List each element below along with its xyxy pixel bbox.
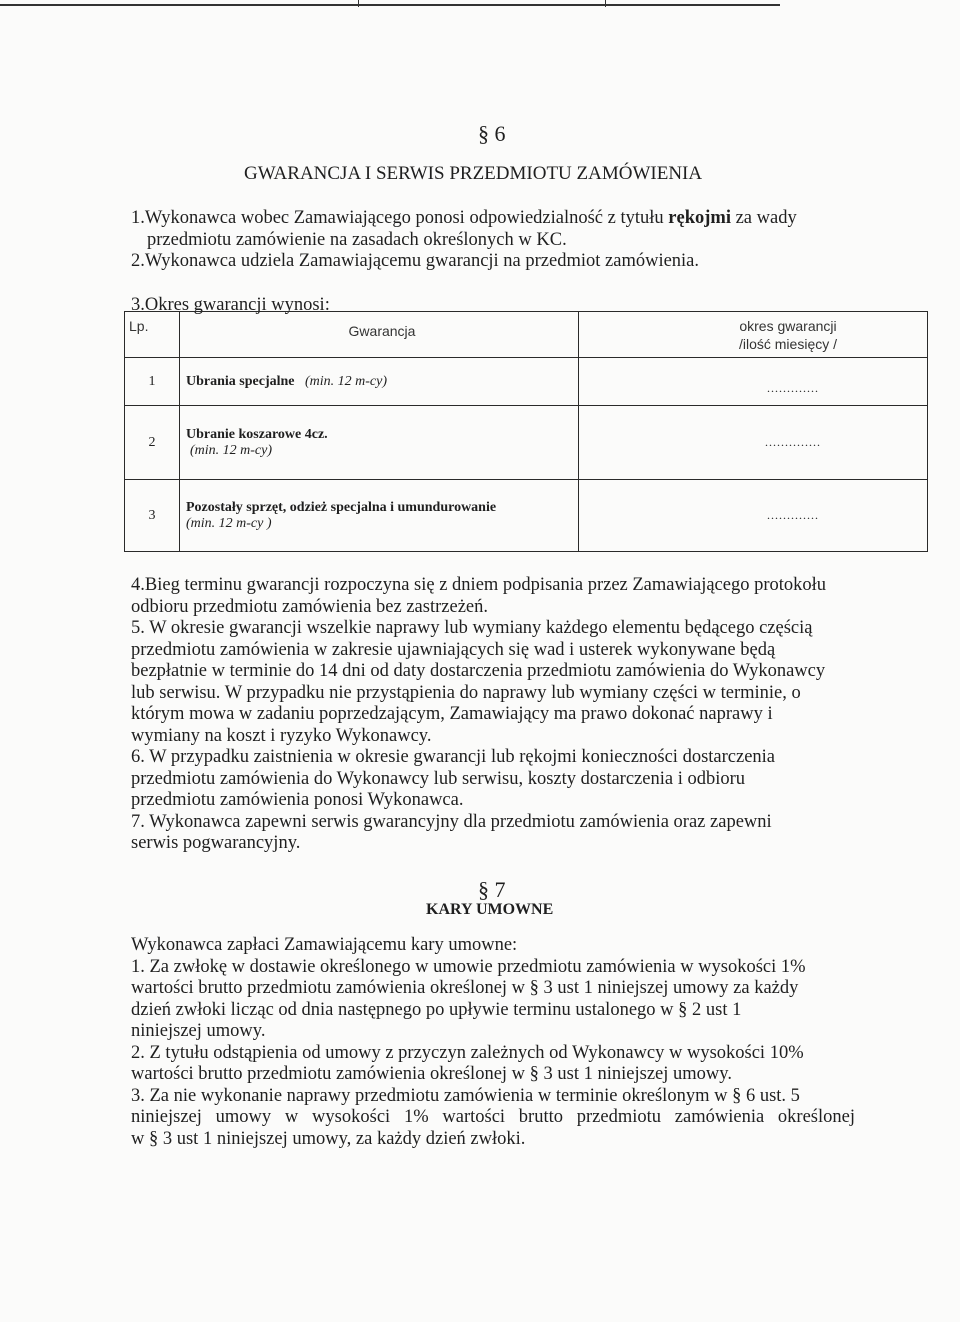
paragraph-line: bezpłatnie w terminie do 14 dni od daty dostarczenia przedmiotu zamówienia do Wykonawcy (131, 661, 826, 681)
header-lp: Lp. (125, 312, 180, 358)
section-6-symbol: § 6 (478, 121, 506, 146)
paragraph-line: lub serwisu. W przypadku nie przystąpienia do naprawy lub wymiany części w terminie, o (131, 682, 801, 703)
row-item: Ubrania specjalne (min. 12 m-cy) (180, 358, 579, 406)
paragraph-line: dzień zwłoki licząc od dnia następnego po upływie terminu ustalonego w § 2 ust 1 (131, 999, 742, 1020)
paragraph-line: wartości brutto przedmiotu zamówienia określonej w § 3 ust 1 niniejszej umowy za każdy (131, 978, 799, 998)
section-7-title: KARY UMOWNE (426, 901, 554, 918)
row-item: Pozostały sprzęt, odzież specjalna i umundurowanie (min. 12 m-cy ) (180, 480, 579, 552)
paragraph-line: serwis pogwarancyjny. (131, 833, 301, 853)
paragraph-line: przedmiotu zamówienia w zakresie ujawniających się wad i usterek wykonywane będą (131, 639, 776, 660)
paragraph-line: 5. W okresie gwarancji wszelkie naprawy lub wymiany każdego elementu będącego częścią (131, 618, 813, 638)
section-7-symbol: § 7 (478, 877, 506, 902)
row-number: 3 (125, 480, 180, 552)
paragraph-line: przedmiotu zamówienie na zasadach określonych w KC. (147, 229, 567, 250)
paragraph-line: 6. W przypadku zaistnienia w okresie gwarancji lub rękojmi konieczności dostarczenia (131, 747, 776, 767)
paragraph-line: niniejszej umowy. (131, 1021, 266, 1041)
paragraph-line: 1. Za zwłokę w dostawie określonego w umowie przedmiotu zamówienia w wysokości 1% (131, 956, 806, 977)
section-6-intro (131, 208, 797, 273)
paragraph-line: przedmiotu zamówienia do Wykonawcy lub serwisu, koszty dostarczenia i odbioru (131, 768, 746, 789)
section-7-body (131, 935, 855, 1150)
guarantee-table (124, 311, 928, 552)
scan-top-border (0, 4, 780, 6)
row-item: Ubranie koszarowe 4cz. (min. 12 m-cy) (180, 406, 579, 480)
paragraph-line: odbioru przedmiotu zamówienia bez zastrzeżeń. (131, 596, 488, 617)
paragraph-line: wymiany na koszt i ryzyko Wykonawcy. (131, 725, 432, 746)
section-6-title: GWARANCJA I SERWIS PRZEDMIOTU ZAMÓWIENIA (244, 163, 703, 184)
paragraph-line: niniejszej umowy w wysokości 1% wartości brutto przedmiotu zamówienia określonej (131, 1107, 855, 1127)
header-guarantee: Gwarancja (180, 312, 579, 358)
table-row (125, 358, 928, 406)
paragraph-line: 1.Wykonawca wobec Zamawiającego ponosi odpowiedzialność z tytułu rękojmi za wady (131, 208, 797, 228)
paragraph-line: wartości brutto przedmiotu zamówienia określonej w § 3 ust 1 niniejszej umowy. (131, 1064, 732, 1084)
paragraph-line: którym mowa w zadaniu poprzedzającym, Zamawiający ma prawo dokonać naprawy i (131, 704, 773, 724)
row-period: ............. (579, 480, 928, 552)
row-number: 1 (125, 358, 180, 406)
table-row (125, 406, 928, 480)
row-period: .............. (579, 406, 928, 480)
guarantee-period-label: 3.Okres gwarancji wynosi: (131, 295, 330, 315)
header-period: okres gwarancji /ilość miesięcy / (579, 312, 928, 358)
paragraph-line: Wykonawca zapłaci Zamawiającemu kary umowne: (131, 935, 518, 955)
paragraph-line: 7. Wykonawca zapewni serwis gwarancyjny dla przedmiotu zamówienia oraz zapewni (131, 811, 772, 832)
paragraph-line: w § 3 ust 1 niniejszej umowy, za każdy dzień zwłoki. (131, 1128, 526, 1149)
table-row (125, 480, 928, 552)
paragraph-line: 2.Wykonawca udziela Zamawiającemu gwarancji na przedmiot zamówienia. (131, 251, 700, 271)
paragraph-line: 3. Za nie wykonanie naprawy przedmiotu zamówienia w terminie określonym w § 6 ust. 5 (131, 1085, 800, 1106)
section-6-terms (131, 575, 826, 855)
paragraph-line: 2. Z tytułu odstąpienia od umowy z przyczyn zależnych od Wykonawcy w wysokości 10% (131, 1042, 804, 1063)
paragraph-line: 4.Bieg terminu gwarancji rozpoczyna się z dniem podpisania przez Zamawiającego protokołu (131, 575, 827, 595)
scan-top-tick (358, 0, 359, 7)
row-number: 2 (125, 406, 180, 480)
row-period: ............. (579, 358, 928, 406)
table-header-row (125, 312, 928, 358)
scan-top-tick (605, 0, 606, 7)
paragraph-line: przedmiotu zamówienia ponosi Wykonawca. (131, 790, 464, 810)
